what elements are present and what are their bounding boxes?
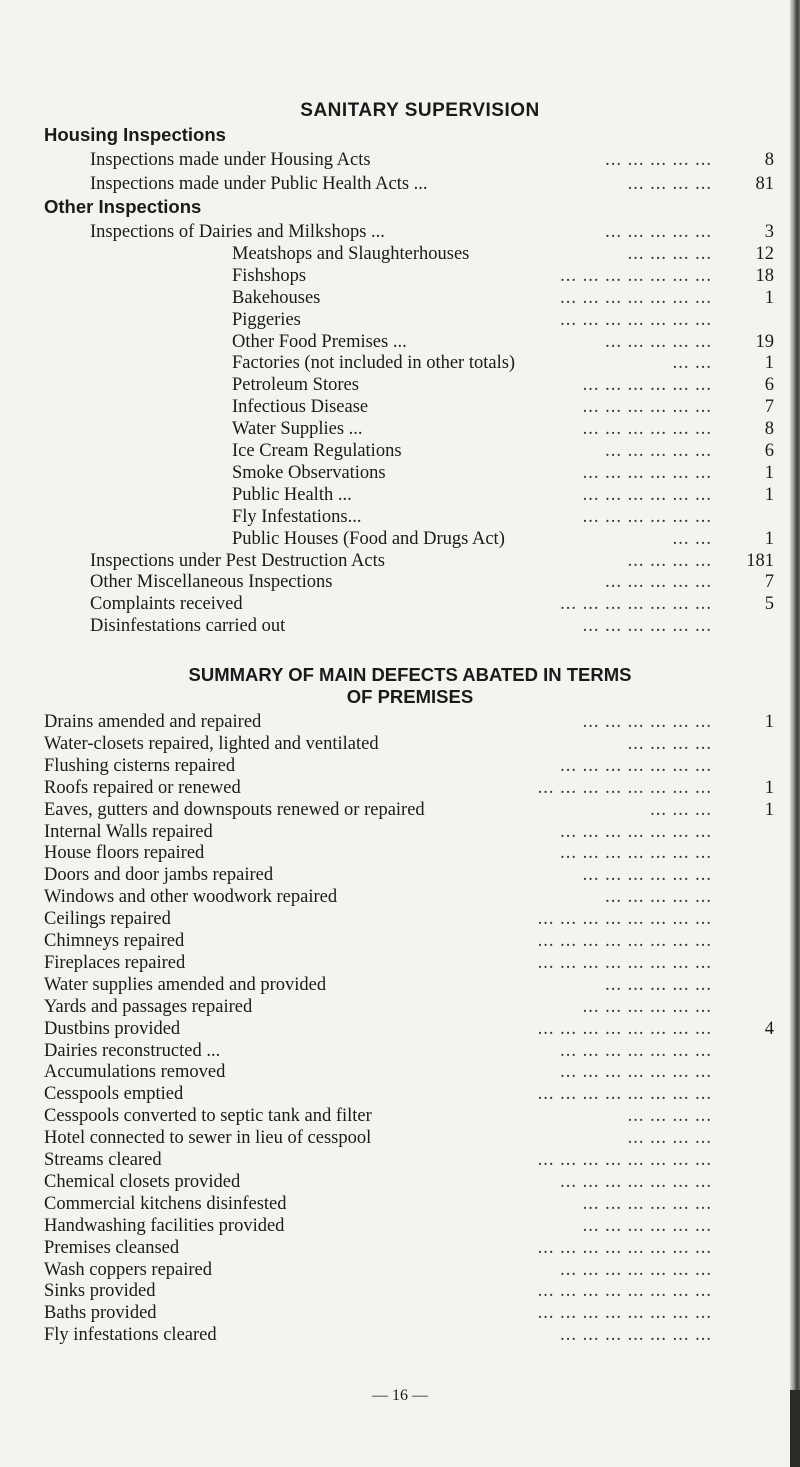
item-value: 6 <box>764 441 774 461</box>
item-label: Meatshops and Slaughterhouses <box>232 243 470 264</box>
list-item <box>0 710 800 734</box>
list-item <box>0 1104 800 1128</box>
item-label: Cesspools converted to septic tank and filter <box>44 1106 372 1127</box>
list-item <box>0 1039 800 1063</box>
leader-dots: ... ... ... ... ... <box>605 150 712 170</box>
list-item <box>0 1017 800 1041</box>
item-label: Public Houses (Food and Drugs Act) <box>232 528 505 549</box>
item-value: 3 <box>764 222 774 242</box>
item-label: Commercial kitchens disinfested <box>44 1193 287 1214</box>
list-item <box>0 951 800 975</box>
item-label: Yards and passages repaired <box>44 996 253 1017</box>
leader-dots: ... ... ... ... ... ... ... <box>560 309 712 330</box>
item-value: 7 <box>764 572 774 593</box>
item-label: Inspections made under Housing Acts <box>90 150 371 170</box>
item-label: Other Food Premises ... <box>232 331 407 352</box>
list-item <box>0 798 800 822</box>
list-item <box>0 1170 800 1194</box>
item-label: Accumulations removed <box>44 1062 226 1083</box>
item-value: 1 <box>764 712 774 732</box>
leader-dots: ... ... ... ... ... ... ... <box>560 594 712 615</box>
item-label: Chemical closets provided <box>44 1171 241 1192</box>
list-item <box>0 220 800 244</box>
item-label: Ice Cream Regulations <box>232 441 402 461</box>
list-item <box>0 483 800 507</box>
item-label: Roofs repaired or renewed <box>44 777 241 798</box>
page-number: — 16 — <box>372 1387 428 1404</box>
list-item <box>0 570 800 594</box>
leader-dots: ... ... ... ... ... ... <box>582 1215 712 1236</box>
list-item <box>0 1301 800 1325</box>
leader-dots: ... ... ... <box>650 799 712 820</box>
item-value: 12 <box>755 243 774 264</box>
item-value: 1 <box>764 528 774 549</box>
list-item <box>0 373 800 397</box>
list-item <box>0 549 800 573</box>
leader-dots: ... ... ... ... ... ... ... <box>560 1040 712 1061</box>
leader-dots: ... ... ... ... ... ... ... <box>560 287 712 308</box>
leader-dots: ... ... ... ... ... ... <box>582 375 712 396</box>
list-item <box>0 505 800 529</box>
item-label: Fly infestations cleared <box>44 1325 217 1346</box>
item-label: Windows and other woodwork repaired <box>44 887 338 908</box>
list-item <box>0 776 800 800</box>
item-value: 8 <box>764 150 774 170</box>
leader-dots: ... ... ... ... ... ... <box>582 616 712 637</box>
item-label: Dustbins provided <box>44 1018 181 1039</box>
leader-dots: ... ... ... ... ... <box>605 441 712 461</box>
leader-dots: ... ... ... ... ... ... ... <box>560 1062 712 1083</box>
item-label: Dairies reconstructed ... <box>44 1040 221 1061</box>
list-item <box>0 1279 800 1303</box>
item-label: Flushing cisterns repaired <box>44 755 236 776</box>
list-item <box>0 242 800 266</box>
list-item <box>0 732 800 756</box>
list-item <box>0 1323 800 1347</box>
item-label: Water-closets repaired, lighted and ventilated <box>44 733 379 754</box>
item-label: Eaves, gutters and downspouts renewed or repaired <box>44 799 425 820</box>
list-item <box>0 614 800 638</box>
item-label: Infectious Disease <box>232 397 369 418</box>
leader-dots: ... ... ... ... ... ... <box>582 484 712 505</box>
list-item <box>0 330 800 354</box>
list-item <box>0 820 800 844</box>
list-item <box>0 1258 800 1282</box>
summary-heading-line2: OF PREMISES <box>346 686 474 707</box>
leader-dots: ... ... ... ... ... ... ... <box>560 755 712 776</box>
item-label: Disinfestations carried out <box>90 616 286 637</box>
item-value: 81 <box>755 174 774 194</box>
item-label: Factories (not included in other totals) <box>232 353 516 374</box>
item-label: Water Supplies ... <box>232 419 363 440</box>
summary-heading-line1: SUMMARY OF MAIN DEFECTS ABATED IN TERMS <box>188 664 632 685</box>
housing-heading: Housing Inspections <box>44 124 226 145</box>
list-item <box>0 1214 800 1238</box>
leader-dots: ... ... ... ... ... ... ... ... <box>537 1150 712 1170</box>
leader-dots: ... ... ... ... ... ... <box>582 419 712 440</box>
leader-dots: ... ... ... ... ... ... <box>582 1193 712 1214</box>
item-value: 1 <box>764 353 774 374</box>
item-label: Ceilings repaired <box>44 909 171 930</box>
item-label: House floors repaired <box>44 843 205 864</box>
leader-dots: ... ... ... ... ... ... ... <box>560 1259 712 1280</box>
leader-dots: ... ... ... ... ... ... ... ... <box>537 1281 712 1302</box>
leader-dots: ... ... ... ... ... ... ... <box>560 265 712 286</box>
item-label: Bakehouses <box>232 287 321 308</box>
leader-dots: ... ... ... ... ... <box>605 572 712 593</box>
list-item <box>0 841 800 865</box>
leader-dots: ... ... ... ... ... ... ... <box>560 843 712 864</box>
item-label: Premises cleansed <box>44 1237 180 1258</box>
item-label: Handwashing facilities provided <box>44 1215 285 1236</box>
item-label: Piggeries <box>232 309 301 330</box>
list-item <box>0 148 800 172</box>
page-title: SANITARY SUPERVISION <box>300 100 540 121</box>
leader-dots: ... ... ... ... <box>627 243 712 264</box>
leader-dots: ... ... ... ... ... ... ... ... <box>537 909 712 930</box>
leader-dots: ... ... ... ... ... ... ... <box>560 1171 712 1192</box>
leader-dots: ... ... ... ... ... ... ... <box>560 1325 712 1346</box>
item-label: Streams cleared <box>44 1150 162 1170</box>
item-value: 181 <box>746 550 774 571</box>
item-value: 1 <box>764 799 774 820</box>
list-item <box>0 973 800 997</box>
list-item <box>0 351 800 375</box>
list-item <box>0 907 800 931</box>
list-item <box>0 439 800 463</box>
item-label: Other Miscellaneous Inspections <box>90 572 333 593</box>
leader-dots: ... ... ... ... ... ... ... ... <box>537 1084 712 1105</box>
item-label: Baths provided <box>44 1303 157 1324</box>
item-value: 18 <box>755 265 774 286</box>
item-label: Inspections made under Public Health Acts ... <box>90 174 428 194</box>
list-item <box>0 286 800 310</box>
item-label: Smoke Observations <box>232 462 386 483</box>
item-label: Complaints received <box>90 594 243 615</box>
list-item <box>0 527 800 551</box>
item-label: Water supplies amended and provided <box>44 974 327 995</box>
item-label: Hotel connected to sewer in lieu of cesspool <box>44 1128 372 1149</box>
list-item <box>0 1060 800 1084</box>
list-item <box>0 1126 800 1150</box>
item-label: Doors and door jambs repaired <box>44 865 274 886</box>
list-item <box>0 1148 800 1172</box>
item-label: Internal Walls repaired <box>44 821 213 842</box>
leader-dots: ... ... ... ... <box>627 174 712 194</box>
item-value: 1 <box>764 462 774 483</box>
item-label: Drains amended and repaired <box>44 712 262 732</box>
item-value: 8 <box>764 419 774 440</box>
leader-dots: ... ... ... ... ... ... ... ... <box>537 1018 712 1039</box>
leader-dots: ... ... ... ... ... <box>605 887 712 908</box>
leader-dots: ... ... ... ... <box>627 1128 712 1149</box>
item-label: Fireplaces repaired <box>44 952 186 973</box>
item-value: 7 <box>764 397 774 418</box>
item-label: Wash coppers repaired <box>44 1259 213 1280</box>
leader-dots: ... ... <box>672 353 712 374</box>
leader-dots: ... ... ... ... <box>627 550 712 571</box>
leader-dots: ... ... ... ... ... ... <box>582 865 712 886</box>
list-item <box>0 1082 800 1106</box>
list-item <box>0 1192 800 1216</box>
list-item <box>0 863 800 887</box>
item-value: 6 <box>764 375 774 396</box>
list-item <box>0 592 800 616</box>
list-item <box>0 417 800 441</box>
leader-dots: ... ... ... ... ... ... ... ... <box>537 1237 712 1258</box>
list-item <box>0 754 800 778</box>
item-label: Inspections of Dairies and Milkshops ... <box>90 222 385 242</box>
item-value: 1 <box>764 287 774 308</box>
leader-dots: ... ... <box>672 528 712 549</box>
leader-dots: ... ... ... ... ... ... <box>582 996 712 1017</box>
leader-dots: ... ... ... ... ... <box>605 974 712 995</box>
leader-dots: ... ... ... ... ... <box>605 222 712 242</box>
item-label: Public Health ... <box>232 484 352 505</box>
item-label: Cesspools emptied <box>44 1084 184 1105</box>
item-label: Fishshops <box>232 265 307 286</box>
list-item <box>0 995 800 1019</box>
other-heading: Other Inspections <box>44 196 202 217</box>
item-value: 1 <box>764 777 774 798</box>
item-value: 1 <box>764 484 774 505</box>
leader-dots: ... ... ... ... ... ... ... ... <box>537 931 712 951</box>
list-item <box>0 885 800 909</box>
item-value: 5 <box>764 594 774 615</box>
item-label: Petroleum Stores <box>232 375 359 396</box>
item-label: Inspections under Pest Destruction Acts <box>90 550 385 571</box>
item-value: 4 <box>764 1018 774 1039</box>
list-item <box>0 395 800 419</box>
leader-dots: ... ... ... ... ... ... ... <box>560 821 712 842</box>
leader-dots: ... ... ... ... ... ... <box>582 506 712 527</box>
item-label: Chimneys repaired <box>44 931 185 951</box>
leader-dots: ... ... ... ... ... ... <box>582 712 712 732</box>
leader-dots: ... ... ... ... <box>627 733 712 754</box>
leader-dots: ... ... ... ... ... <box>605 331 712 352</box>
list-item <box>0 461 800 485</box>
leader-dots: ... ... ... ... ... ... <box>582 462 712 483</box>
leader-dots: ... ... ... ... ... ... ... ... <box>537 777 712 798</box>
leader-dots: ... ... ... ... ... ... ... ... <box>537 1303 712 1324</box>
list-item <box>0 264 800 288</box>
leader-dots: ... ... ... ... ... ... <box>582 397 712 418</box>
list-item <box>0 929 800 953</box>
list-item <box>0 1236 800 1260</box>
list-item <box>0 308 800 332</box>
item-label: Sinks provided <box>44 1281 156 1302</box>
item-value: 19 <box>755 331 774 352</box>
item-label: Fly Infestations... <box>232 506 362 527</box>
list-item <box>0 172 800 196</box>
leader-dots: ... ... ... ... <box>627 1106 712 1127</box>
leader-dots: ... ... ... ... ... ... ... ... <box>537 952 712 973</box>
